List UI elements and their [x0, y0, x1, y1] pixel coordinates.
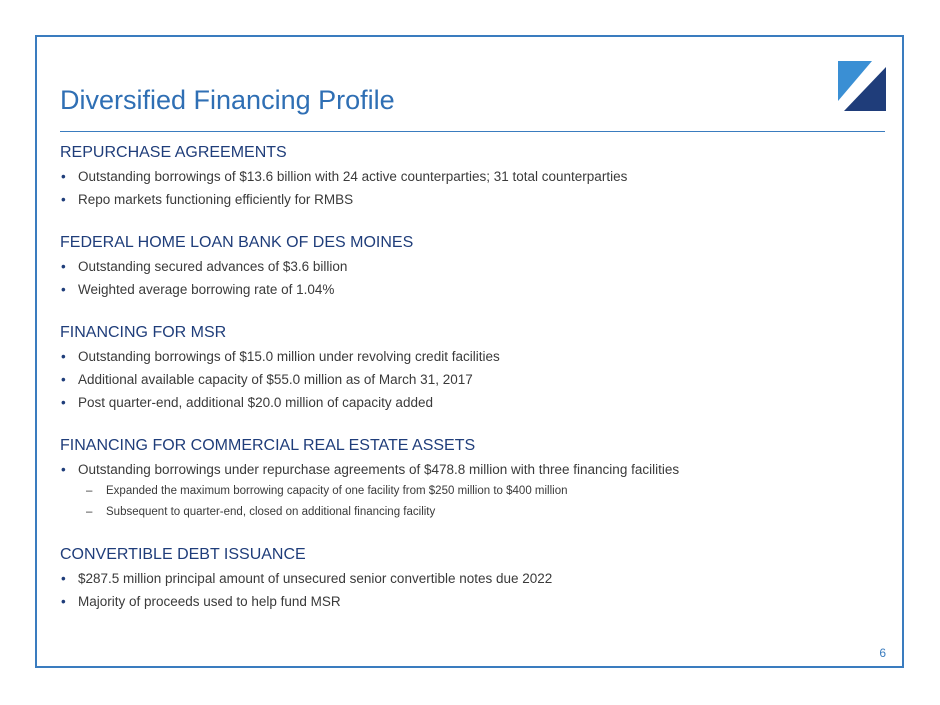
bullet-item: [60, 165, 890, 188]
bullet-item: [60, 345, 890, 368]
bullet-text: Outstanding secured advances of $3.6 billion: [78, 259, 348, 274]
bullet-text: $287.5 million principal amount of unsecured senior convertible notes due 2022: [78, 571, 553, 586]
bullet-text: Outstanding borrowings under repurchase agreements of $478.8 million with three financing facilities: [78, 462, 680, 477]
bullet-text: Repo markets functioning efficiently for RMBS: [78, 192, 354, 207]
bullet-item: [60, 368, 890, 391]
page-number: 6: [879, 646, 886, 660]
bullet-item: [60, 391, 890, 414]
bullet-item: [60, 188, 890, 211]
section-heading: CONVERTIBLE DEBT ISSUANCE: [60, 546, 306, 563]
slide-content: [60, 141, 890, 633]
bullet-list: [60, 255, 890, 301]
bullet-text: Additional available capacity of $55.0 million as of March 31, 2017: [78, 372, 473, 387]
company-logo-icon: [838, 61, 886, 111]
bullet-text: Outstanding borrowings of $15.0 million under revolving credit facilities: [78, 349, 500, 364]
section: [60, 231, 890, 301]
section-heading: FINANCING FOR MSR: [60, 324, 227, 341]
company-logo: [838, 61, 886, 111]
bullet-list: [60, 165, 890, 211]
bullet-item: [60, 590, 890, 613]
section-heading: REPURCHASE AGREEMENTS: [60, 144, 287, 161]
sub-bullet-item: – Expanded the maximum borrowing capacity of one facility from $250 million to $400 million: [60, 481, 890, 502]
bullet-text: Majority of proceeds used to help fund MSR: [78, 594, 341, 609]
section: [60, 543, 890, 613]
section: [60, 434, 890, 523]
bullet-text: Weighted average borrowing rate of 1.04%: [78, 282, 335, 297]
sub-bullet-item: – Subsequent to quarter-end, closed on additional financing facility: [60, 502, 890, 523]
section-heading: FINANCING FOR COMMERCIAL REAL ESTATE ASSETS: [60, 437, 476, 454]
title-divider: [60, 131, 885, 132]
bullet-text: Post quarter-end, additional $20.0 million of capacity added: [78, 395, 433, 410]
bullet-item: [60, 255, 890, 278]
bullet-item: [60, 458, 890, 481]
bullet-item: [60, 278, 890, 301]
bullet-item: [60, 567, 890, 590]
bullet-list: [60, 567, 890, 613]
bullet-list: [60, 345, 890, 414]
section-heading: FEDERAL HOME LOAN BANK OF DES MOINES: [60, 234, 414, 251]
section: [60, 321, 890, 414]
bullet-list: [60, 458, 890, 523]
page-title: Diversified Financing Profile: [60, 85, 395, 115]
bullet-text: Outstanding borrowings of $13.6 billion with 24 active counterparties; 31 total counterparties: [78, 169, 628, 184]
section: [60, 141, 890, 211]
sub-bullet-list: [60, 481, 890, 523]
